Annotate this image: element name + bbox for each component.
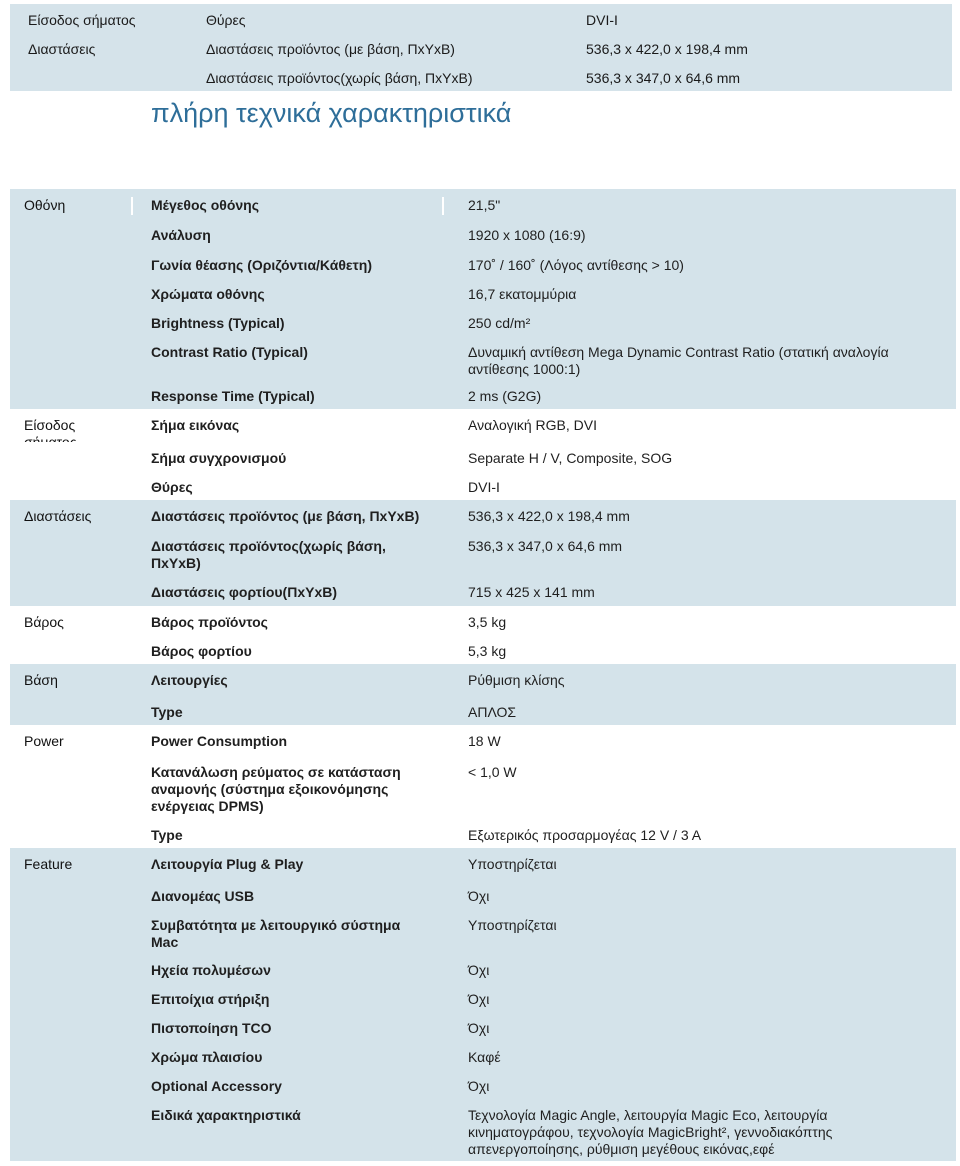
table-row xyxy=(10,1041,956,1070)
row-value: 18 W xyxy=(468,733,501,749)
row-value: Αναλογική RGB, DVI xyxy=(468,417,597,433)
row-label: Ηχεία πολυμέσων xyxy=(151,962,271,978)
table-row xyxy=(10,725,956,756)
spec-table xyxy=(10,189,956,1161)
table-row xyxy=(10,848,956,880)
row-label: Ειδικά χαρακτηριστικά xyxy=(151,1107,301,1123)
row-category: Είσοδος xyxy=(24,417,76,433)
table-row xyxy=(10,756,956,819)
row-value: Όχι xyxy=(468,1020,490,1036)
row-label: Θύρες xyxy=(151,479,193,495)
row-value: Όχι xyxy=(468,991,490,1007)
row-value: Καφέ xyxy=(468,1049,501,1065)
table-row xyxy=(10,380,956,409)
row-label: Γωνία θέασης (Οριζόντια/Κάθετη) xyxy=(151,257,373,273)
table-row xyxy=(10,530,956,576)
row-value: 170˚ / 160˚ (Λόγος αντίθεσης > 10) xyxy=(468,257,684,273)
row-label: Χρώματα οθόνης xyxy=(151,286,265,302)
table-row xyxy=(10,635,956,664)
row-value: 5,3 kg xyxy=(468,643,507,659)
row-label: Επιτοίχια στήριξη xyxy=(151,991,270,1007)
row-label: Διαστάσεις προϊόντος (με βάση, ΠxYxB) xyxy=(206,41,455,57)
row-category: Feature xyxy=(24,856,73,872)
row-value: < 1,0 W xyxy=(468,764,517,780)
table-row xyxy=(10,1099,956,1161)
table-row xyxy=(10,249,956,278)
row-label: Response Time (Typical) xyxy=(151,388,315,404)
row-value: 3,5 kg xyxy=(468,614,507,630)
row-value: Separate H / V, Composite, SOG xyxy=(468,450,673,466)
row-value: 16,7 εκατομμύρια xyxy=(468,286,577,302)
row-category: Οθόνη xyxy=(24,197,66,213)
table-row xyxy=(10,606,956,635)
row-label: Κατανάλωση ρεύματος σε κατάσταση αναμονής (σύστημα εξοικονόμησης ενέργειας DPMS) xyxy=(151,764,401,814)
row-label: Σήμα εικόνας xyxy=(151,417,240,433)
row-value: Εξωτερικός προσαρμογέας 12 V / 3 A xyxy=(468,827,702,843)
row-label: Brightness (Typical) xyxy=(151,315,285,331)
row-value: 2 ms (G2G) xyxy=(468,388,542,404)
row-label: Πιστοποίηση TCO xyxy=(151,1020,272,1036)
row-label: Ανάλυση xyxy=(151,227,211,243)
table-row xyxy=(10,336,956,380)
top-spec-table xyxy=(10,4,952,91)
table-row xyxy=(10,1070,956,1099)
top-table-row xyxy=(10,62,952,91)
table-row xyxy=(10,189,956,219)
row-value: 21,5" xyxy=(468,197,501,213)
row-label: Χρώμα πλαισίου xyxy=(151,1049,263,1065)
row-label: Contrast Ratio (Typical) xyxy=(151,344,308,360)
top-table-row xyxy=(10,4,952,33)
row-category: Είσοδος σήματος xyxy=(28,12,136,28)
row-label: Βάρος φορτίου xyxy=(151,643,252,659)
row-label: Διανομέας USB xyxy=(151,888,255,904)
row-label: Θύρες xyxy=(206,12,246,28)
row-value: Όχι xyxy=(468,962,490,978)
row-value: Τεχνολογία Magic Angle, λειτουργία Magic Eco, λειτουργία κινηματογράφου, τεχνολογία MagicBright², γεννοδιακόπτης απενεργοποίησης, ρύθμιση μεγέθους εικόνας,εφέ xyxy=(468,1107,833,1157)
row-category: Βάρος xyxy=(24,614,64,630)
table-row xyxy=(10,409,956,442)
row-label: Power Consumption xyxy=(151,733,288,749)
row-value: 536,3 x 347,0 x 64,6 mm xyxy=(586,70,741,86)
table-row xyxy=(10,442,956,471)
row-label: Type xyxy=(151,704,183,720)
table-row xyxy=(10,278,956,307)
row-value: 536,3 x 422,0 x 198,4 mm xyxy=(586,41,748,57)
row-label: Βάρος προϊόντος xyxy=(151,614,268,630)
row-label: Διαστάσεις προϊόντος(χωρίς βάση, ΠxYxB) xyxy=(151,538,386,571)
row-label: Λειτουργίες xyxy=(151,672,228,688)
table-row xyxy=(10,471,956,500)
row-value: DVI-I xyxy=(586,12,618,28)
row-value: 536,3 x 347,0 x 64,6 mm xyxy=(468,538,623,554)
row-label: Συμβατότητα με λειτουργικό σύστημα Mac xyxy=(151,917,401,950)
row-category: Power xyxy=(24,733,64,749)
row-label: Μέγεθος οθόνης xyxy=(151,197,259,213)
row-value: Δυναμική αντίθεση Mega Dynamic Contrast Ratio (στατική αναλογία αντίθεσης 1000:1) xyxy=(468,344,889,377)
table-row xyxy=(10,983,956,1012)
row-category: Διαστάσεις xyxy=(24,508,92,524)
table-row xyxy=(10,500,956,530)
row-label: Λειτουργία Plug & Play xyxy=(151,856,304,872)
row-value: Όχι xyxy=(468,888,490,904)
table-row xyxy=(10,909,956,954)
table-row xyxy=(10,880,956,909)
row-category: Διαστάσεις xyxy=(28,41,96,57)
table-row xyxy=(10,576,956,606)
row-label: Type xyxy=(151,827,183,843)
table-row xyxy=(10,664,956,696)
table-row xyxy=(10,219,956,249)
table-row xyxy=(10,1012,956,1041)
page-title: πλήρη τεχνικά χαρακτηριστικά xyxy=(151,98,512,128)
row-value: 536,3 x 422,0 x 198,4 mm xyxy=(468,508,630,524)
row-label: Διαστάσεις προϊόντος (με βάση, ΠxYxB) xyxy=(151,508,420,524)
column-divider xyxy=(442,197,444,215)
row-value: Ρύθμιση κλίσης xyxy=(468,672,565,688)
table-row xyxy=(10,954,956,983)
row-label: Διαστάσεις προϊόντος(χωρίς βάση, ΠxYxB) xyxy=(206,70,473,86)
column-divider xyxy=(131,197,133,215)
table-row xyxy=(10,307,956,336)
row-label: Διαστάσεις φορτίου(ΠxYxB) xyxy=(151,584,338,600)
row-value: ΑΠΛΟΣ xyxy=(468,704,517,720)
row-value: DVI-I xyxy=(468,479,500,495)
row-value: 715 x 425 x 141 mm xyxy=(468,584,595,600)
row-label: Optional Accessory xyxy=(151,1078,282,1094)
row-value: Υποστηρίζεται xyxy=(468,917,557,933)
row-value: 250 cd/m² xyxy=(468,315,531,331)
row-category: Βάση xyxy=(24,672,58,688)
row-value: Όχι xyxy=(468,1078,490,1094)
top-table-row xyxy=(10,33,952,62)
row-value: 1920 x 1080 (16:9) xyxy=(468,227,586,243)
row-value: Υποστηρίζεται xyxy=(468,856,557,872)
table-row xyxy=(10,696,956,725)
table-row xyxy=(10,819,956,848)
row-label: Σήμα συγχρονισμού xyxy=(151,450,287,466)
